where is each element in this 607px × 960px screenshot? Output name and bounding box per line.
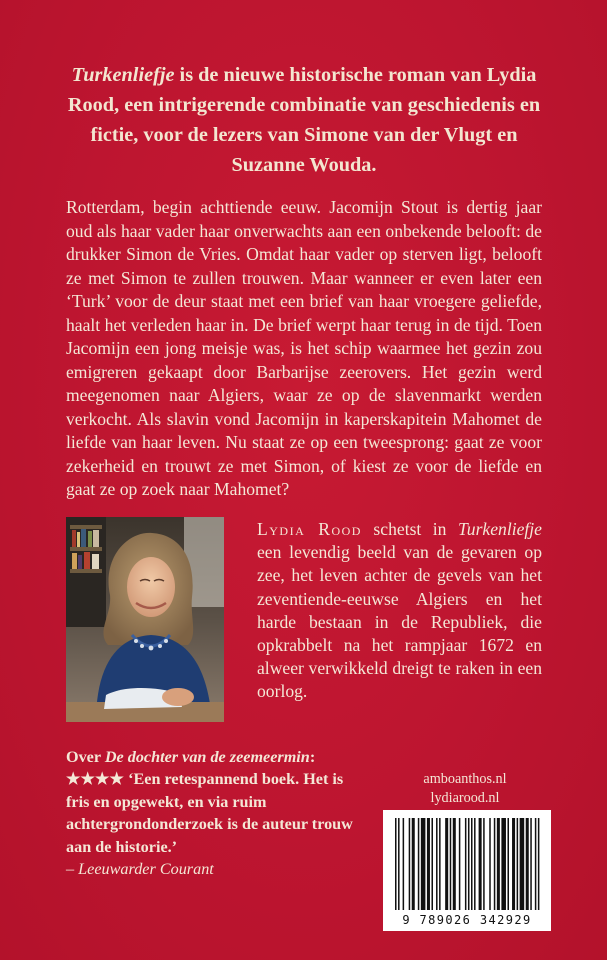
author-text-after: een levendig beeld van de gevaren op zee, het leven achter de gevels van het zeventiende-eeuwse Algiers en het harde bestaan in de Republiek, die opkrabbelt na het rampjaar 1672 en alweer verwikkeld dreigt te raken in een oorlog.	[257, 542, 542, 702]
review-quote-text: ‘Een retespannend boek. Het is fris en opgewekt, en via ruim achtergrondonderzoek is de auteur trouw aan de historie.’	[66, 770, 353, 856]
barcode-bar	[453, 818, 456, 910]
barcode-bar	[395, 818, 397, 910]
barcode-bar	[465, 818, 467, 910]
barcode-bar	[535, 818, 537, 910]
tagline-book-title: Turkenliefje	[71, 64, 175, 86]
tagline	[60, 60, 548, 180]
barcode-bar	[483, 818, 485, 910]
author-book-title: Turkenliefje	[457, 519, 542, 539]
barcode-bar	[436, 818, 438, 910]
review-source-dash: –	[66, 860, 79, 879]
review-colon: :	[309, 748, 316, 766]
barcode-bar	[427, 818, 430, 910]
barcode-bar	[471, 818, 473, 910]
barcode-bar	[501, 818, 506, 910]
isbn-barcode	[383, 810, 551, 931]
review-intro: Over	[66, 748, 105, 766]
barcode-bar	[489, 818, 491, 910]
barcode-bar	[479, 818, 482, 910]
barcode-bar	[412, 818, 415, 910]
barcode-bar	[507, 818, 509, 910]
review-source: Leeuwarder Courant	[78, 860, 214, 879]
website-publisher[interactable]: amboanthos.nl	[423, 771, 507, 787]
author-name: Lydia Rood	[257, 519, 362, 539]
barcode-digits: 9 789026 342929	[402, 913, 532, 927]
barcode-bar	[445, 818, 448, 910]
barcode-bar	[517, 818, 519, 910]
author-portrait-image	[66, 517, 224, 722]
barcode-bar	[439, 818, 441, 910]
barcode-bar	[474, 818, 476, 910]
barcode-bar	[403, 818, 405, 910]
barcode-bar	[468, 818, 470, 910]
author-description	[257, 518, 542, 704]
website-author[interactable]: lydiarood.nl	[430, 790, 500, 806]
barcode-bar	[450, 818, 452, 910]
barcode-bar	[459, 818, 461, 910]
review-book-title: De dochter van de zeemeermin	[104, 748, 310, 766]
barcode-bar	[497, 818, 500, 910]
barcode-bar	[526, 818, 529, 910]
author-photo	[66, 517, 224, 722]
review-stars: ★★★★	[66, 770, 125, 789]
author-text-before: schetst in	[361, 519, 458, 539]
barcode-bar	[538, 818, 540, 910]
review-quote	[66, 746, 366, 880]
barcode-bar	[421, 818, 426, 910]
barcode-bar	[418, 818, 420, 910]
barcode-bar	[530, 818, 532, 910]
barcode-bar	[398, 818, 400, 910]
barcode-bar	[520, 818, 525, 910]
websites	[384, 770, 546, 808]
barcode-bar	[409, 818, 411, 910]
barcode-bar	[431, 818, 433, 910]
synopsis: Rotterdam, begin achttiende eeuw. Jacomijn Stout is dertig jaar oud als haar vader haar onverwachts aan een onbekende belooft: de drukker Simon de Vries. Omdat haar vader op sterven ligt, belooft ze met Simon te zullen trouwen. Maar wanneer er even later een ‘Turk’ voor de deur staat met een brief van haar vroegere geliefde, haalt het verleden haar in. De brief werpt haar terug in de tijd. Toen Jacomijn een jong meisje was, is het schip waarmee het gezin zou emigreren gekaapt door Barbarijse zeerovers. Het gezin werd meegenomen naar Algiers, waar ze op de slavenmarkt werden verkocht. Als slavin vond Jacomijn in kaperskapitein Mahomet de liefde van haar leven. Nu staat ze op een tweesprong: gaat ze voor zekerheid en trouwt ze met Simon, of kiest ze voor de liefde en gaat ze op zoek naar Mahomet?	[66, 197, 542, 499]
barcode-bar	[512, 818, 515, 910]
barcode-bar	[494, 818, 496, 910]
tagline-text: is de nieuwe historische roman van Lydia Rood, een intrigerende combinatie van geschiedenis en fictie, voor de lezers van Simone van der Vlugt en Suzanne Wouda.	[67, 64, 541, 176]
